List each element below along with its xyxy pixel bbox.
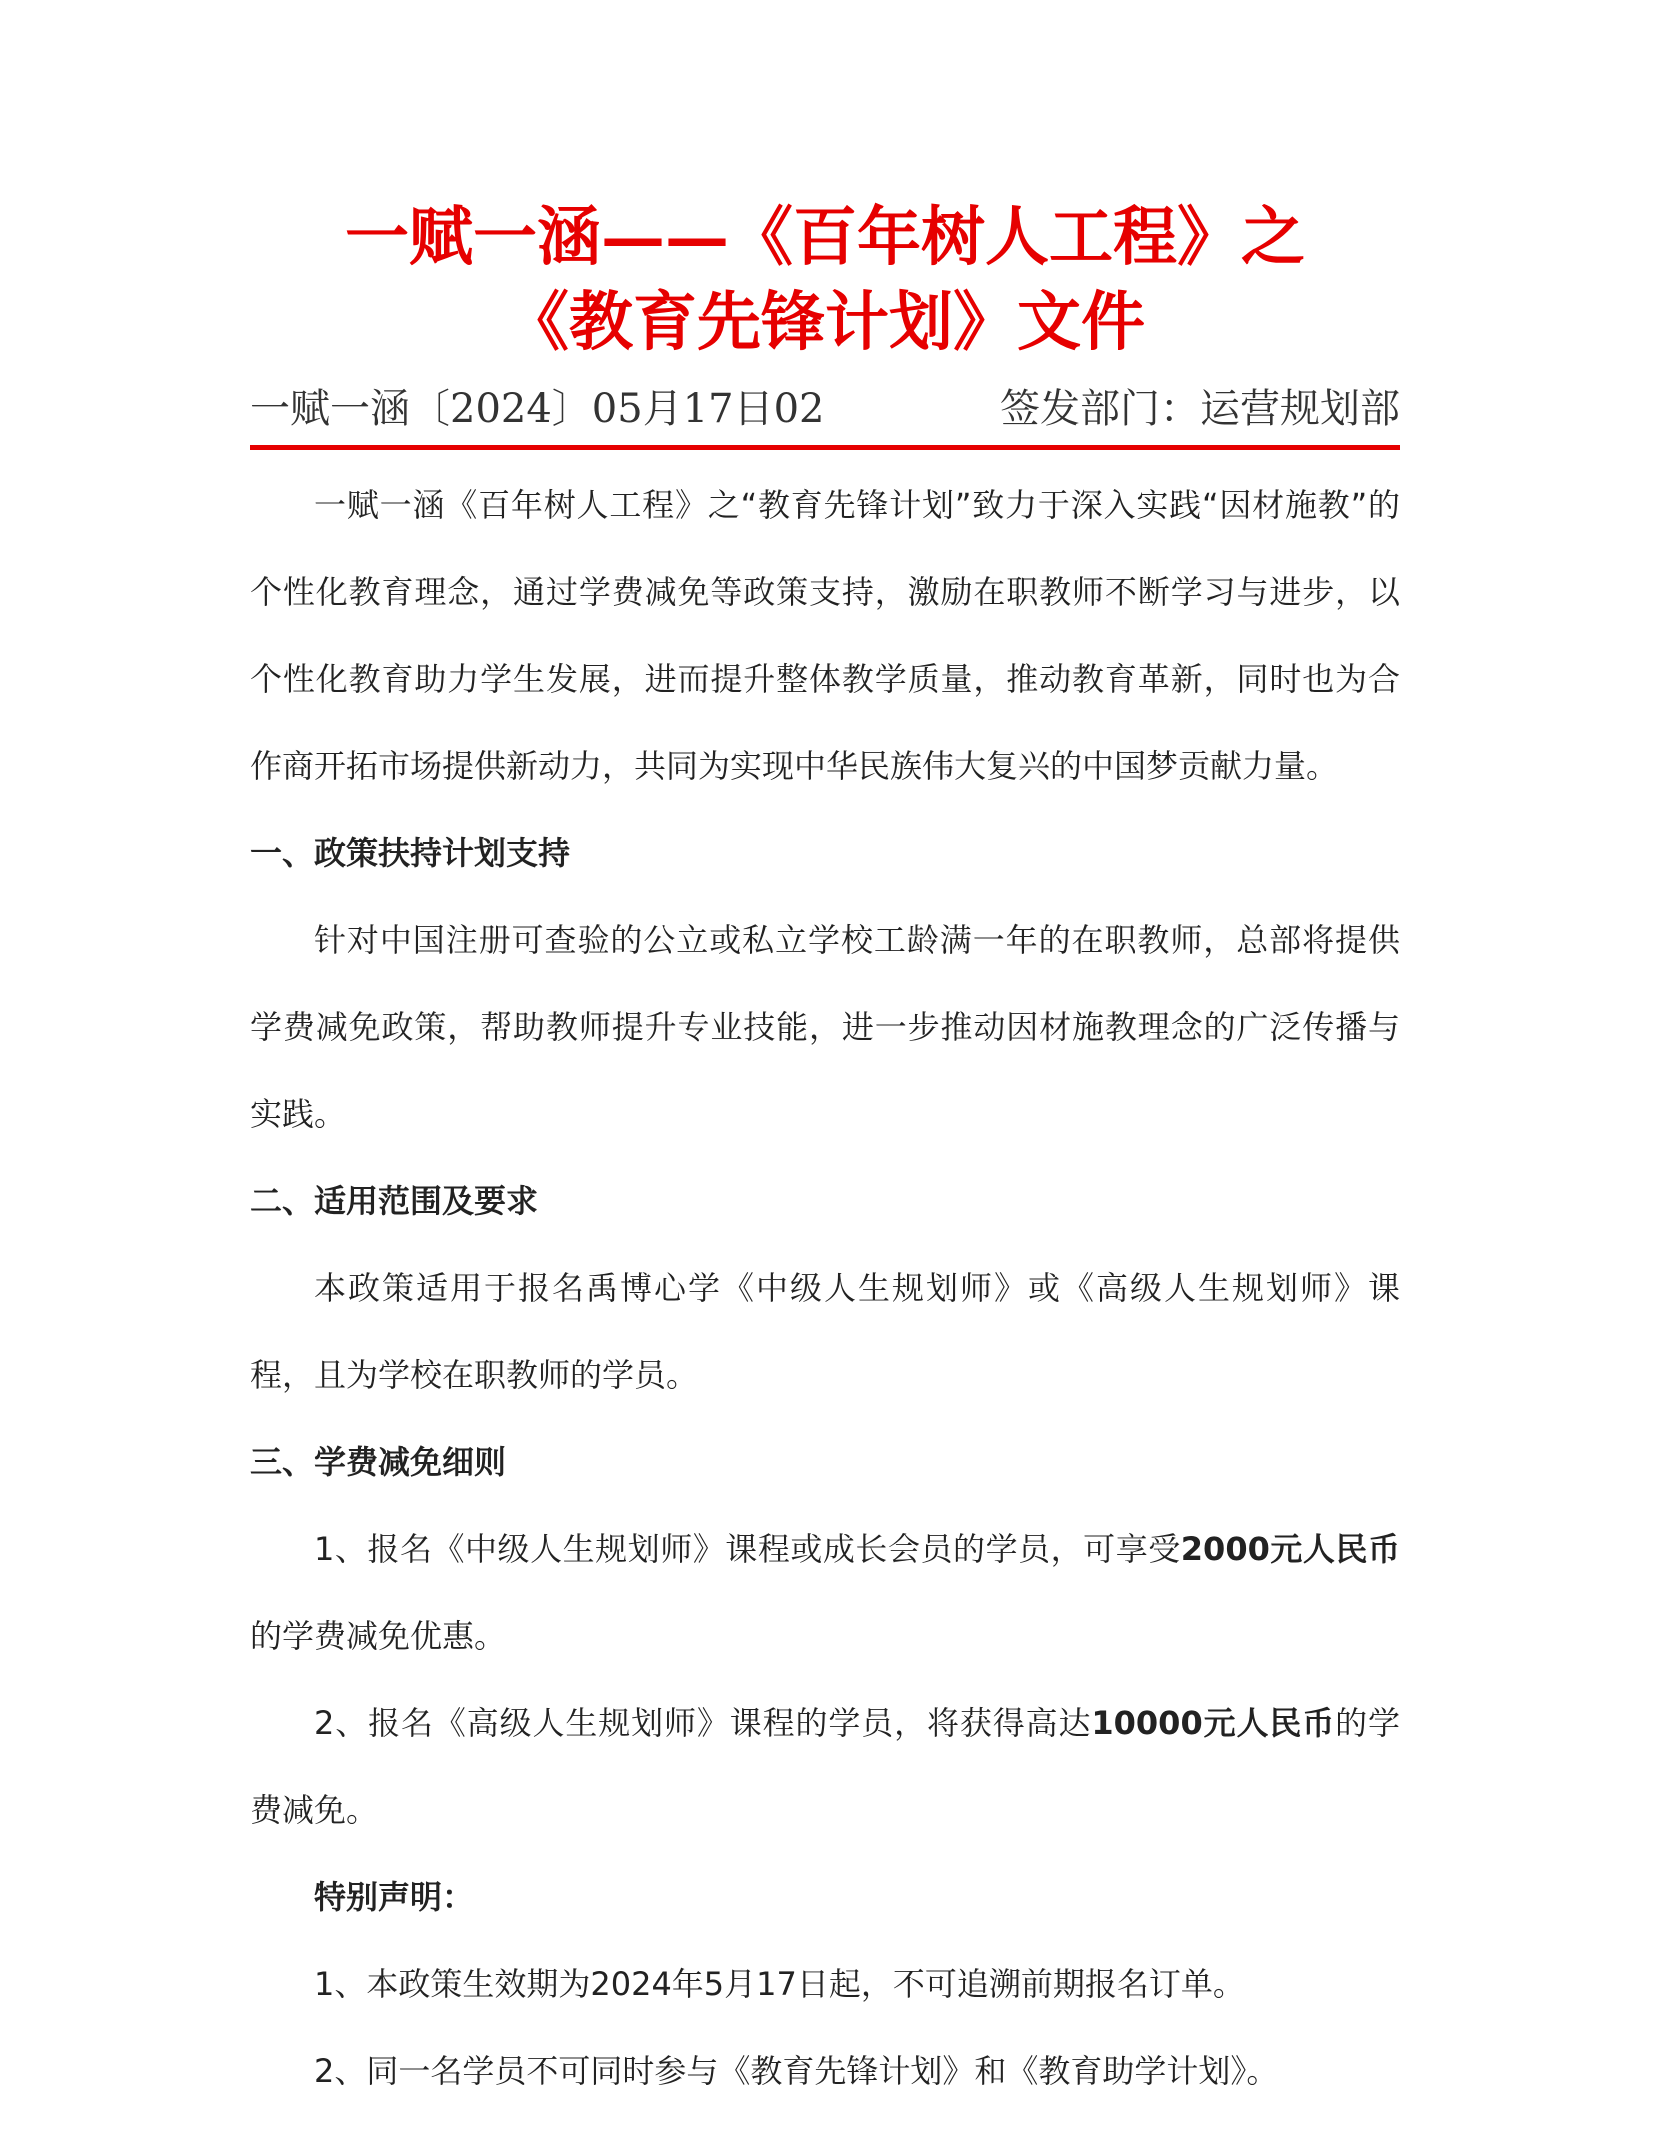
section-3-item-1-amount: 2000元人民币 <box>1180 1530 1400 1568</box>
section-3-item-2-lead: 2、报名《高级人生规划师》课程的学员，将获得高达 <box>314 1704 1092 1742</box>
special-notice-item-1: 1、本政策生效期为2024年5月17日起，不可追溯前期报名订单。 <box>314 1965 1245 2003</box>
document-title-line-2: 《教育先锋计划》文件 <box>505 285 1145 360</box>
section-2-heading: 二、适用范围及要求 <box>250 1182 539 1220</box>
special-notice-item-2: 2、同一名学员不可同时参与《教育先锋计划》和《教育助学计划》。 <box>314 2052 1279 2090</box>
section-3-item-1-tail: 的学费减免优惠。 <box>250 1617 507 1655</box>
intro-paragraph: 一赋一涵《百年树人工程》之“教育先锋计划”致力于深入实践“因材施教”的个性化教育理念，通过学费减免等政策支持，激励在职教师不断学习与进步，以个性化教育助力学生发展，进而提升整体教学质量，推动教育革新，同时也为合作商开拓市场提供新动力，共同为实现中华民族伟大复兴的中国梦贡献力量。 <box>250 486 1400 785</box>
section-3-heading: 三、学费减免细则 <box>250 1443 507 1481</box>
document-title-line-1: 一赋一涵——《百年树人工程》之 <box>345 200 1305 275</box>
section-3-item-1-lead: 1、报名《中级人生规划师》课程或成长会员的学员，可享受 <box>314 1530 1181 1568</box>
section-1-text: 针对中国注册可查验的公立或私立学校工龄满一年的在职教师，总部将提供学费减免政策，帮助教师提升专业技能，进一步推动因材施教理念的广泛传播与实践。 <box>250 921 1400 1133</box>
section-3-item-1 <box>250 1506 1400 1680</box>
section-1-heading: 一、政策扶持计划支持 <box>250 834 571 872</box>
document-page <box>250 195 1400 2115</box>
section-3-item-2-tail: 的学费减免。 <box>250 1704 1400 1829</box>
document-header-meta <box>250 383 1400 435</box>
special-notice-heading: 特别声明： <box>314 1878 475 1916</box>
section-2-text: 本政策适用于报名禹博心学《中级人生规划师》或《高级人生规划师》课程，且为学校在职教师的学员。 <box>250 1269 1400 1394</box>
document-number: 一赋一涵〔2024〕05月17日02 <box>250 386 825 432</box>
red-header-divider <box>250 445 1400 450</box>
document-body <box>250 462 1400 2115</box>
section-3-item-2-amount: 10000元人民币 <box>1091 1704 1336 1742</box>
issuing-department: 签发部门：运营规划部 <box>1000 386 1400 432</box>
section-3-item-2 <box>250 1680 1400 1854</box>
